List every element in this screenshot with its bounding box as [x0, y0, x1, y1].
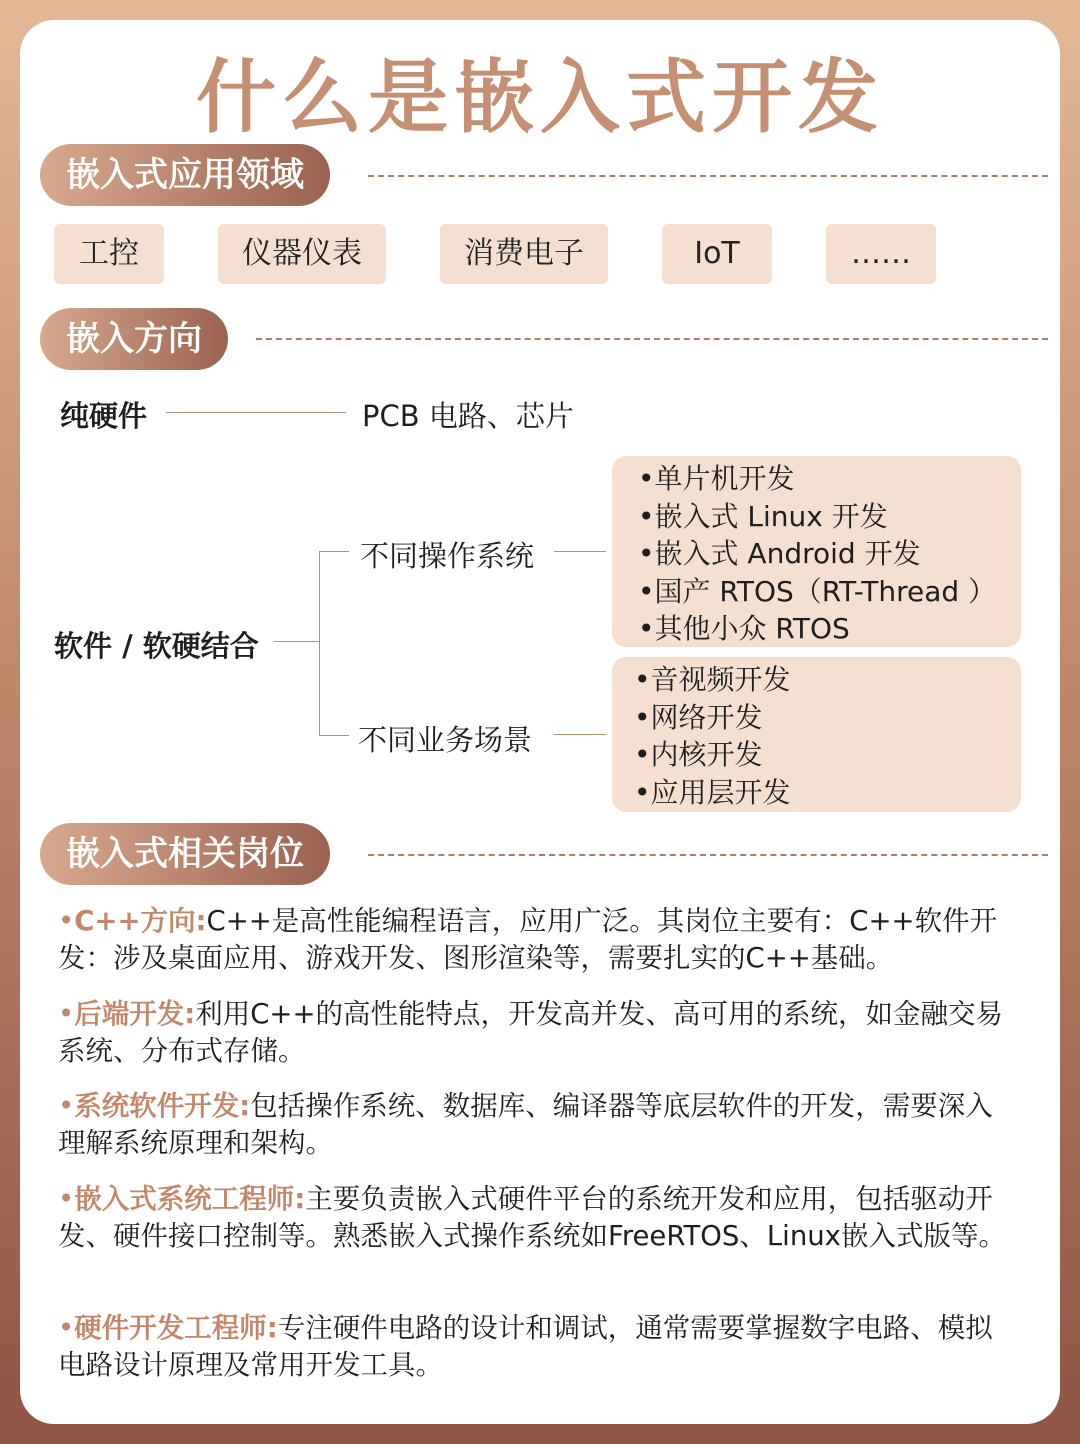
- job-description: C++是高性能编程语言，应用广泛。其岗位主要有：C++软件开发：涉及桌面应用、游戏开发、图形渲染等，需要扎实的C++基础。: [58, 905, 998, 974]
- job-description: 专注硬件电路的设计和调试，通常需要掌握数字电路、模拟电路设计原理及常用开发工具。: [58, 1312, 993, 1381]
- section-divider: [368, 175, 1048, 177]
- job-item: [58, 903, 1018, 977]
- business-development-list: [612, 657, 1021, 812]
- connector-line: [319, 735, 349, 736]
- connector-line: [274, 641, 320, 642]
- list-item: •嵌入式 Linux 开发: [638, 499, 888, 533]
- section-divider: [256, 338, 1048, 340]
- section-divider: [368, 854, 1048, 856]
- job-description: 利用C++的高性能特点，开发高并发、高可用的系统，如金融交易系统、分布式存储。: [58, 998, 1004, 1067]
- section-header-related-positions: 嵌入式相关岗位: [40, 823, 330, 885]
- page-title: 什么是嵌入式开发: [196, 51, 884, 144]
- content-card: [20, 20, 1060, 1424]
- chip-more: ……: [826, 224, 936, 284]
- branch-business-label: 不同业务场景: [358, 723, 533, 757]
- direction-hardware-detail: PCB 电路、芯片: [362, 399, 574, 433]
- list-item: •嵌入式 Android 开发: [638, 537, 921, 570]
- connector-line: [554, 551, 606, 552]
- list-item: •其他小众 RTOS: [638, 612, 850, 645]
- list-item: •网络开发: [634, 700, 763, 734]
- chip-instruments: 仪器仪表: [218, 224, 386, 284]
- connector-line: [319, 551, 349, 552]
- bullet: •: [58, 1183, 75, 1215]
- bullet: •: [58, 905, 75, 937]
- list-item: •单片机开发: [638, 462, 795, 495]
- job-item: [58, 1181, 1018, 1255]
- chip-iot: IoT: [662, 224, 772, 284]
- job-description: 主要负责嵌入式硬件平台的系统开发和应用，包括驱动开发、硬件接口控制等。熟悉嵌入式操作系统如FreeRTOS、Linux嵌入式版等。: [58, 1183, 1006, 1252]
- connector-line: [166, 412, 346, 413]
- bullet: •: [58, 1312, 75, 1344]
- direction-software-label: 软件 / 软硬结合: [54, 629, 259, 663]
- job-item: [58, 1310, 1018, 1384]
- list-item: •应用层开发: [634, 775, 791, 809]
- job-title: C++方向:: [74, 905, 207, 937]
- job-title: 系统软件开发:: [74, 1090, 251, 1122]
- job-item: [58, 996, 1018, 1070]
- job-description: 包括操作系统、数据库、编译器等底层软件的开发，需要深入理解系统原理和架构。: [58, 1090, 993, 1159]
- list-item: •音视频开发: [634, 663, 791, 696]
- list-item: •国产 RTOS（RT-Thread ）: [638, 574, 997, 608]
- job-title: 硬件开发工程师:: [74, 1312, 278, 1344]
- bullet: •: [58, 998, 75, 1030]
- connector-line: [554, 734, 606, 735]
- list-item: •内核开发: [634, 738, 763, 771]
- section-header-application-fields: 嵌入式应用领域: [40, 144, 330, 206]
- bullet: •: [58, 1090, 75, 1122]
- direction-hardware-label: 纯硬件: [60, 399, 148, 433]
- chip-industrial-control: 工控: [54, 224, 164, 284]
- branch-os-label: 不同操作系统: [360, 539, 535, 573]
- job-item: [58, 1088, 1018, 1162]
- chip-consumer-electronics: 消费电子: [440, 224, 608, 284]
- tree-branch-line: [319, 551, 320, 736]
- job-title: 后端开发:: [74, 998, 196, 1030]
- os-development-list: [612, 456, 1021, 647]
- job-title: 嵌入式系统工程师:: [74, 1183, 306, 1215]
- section-header-directions: 嵌入方向: [40, 308, 228, 370]
